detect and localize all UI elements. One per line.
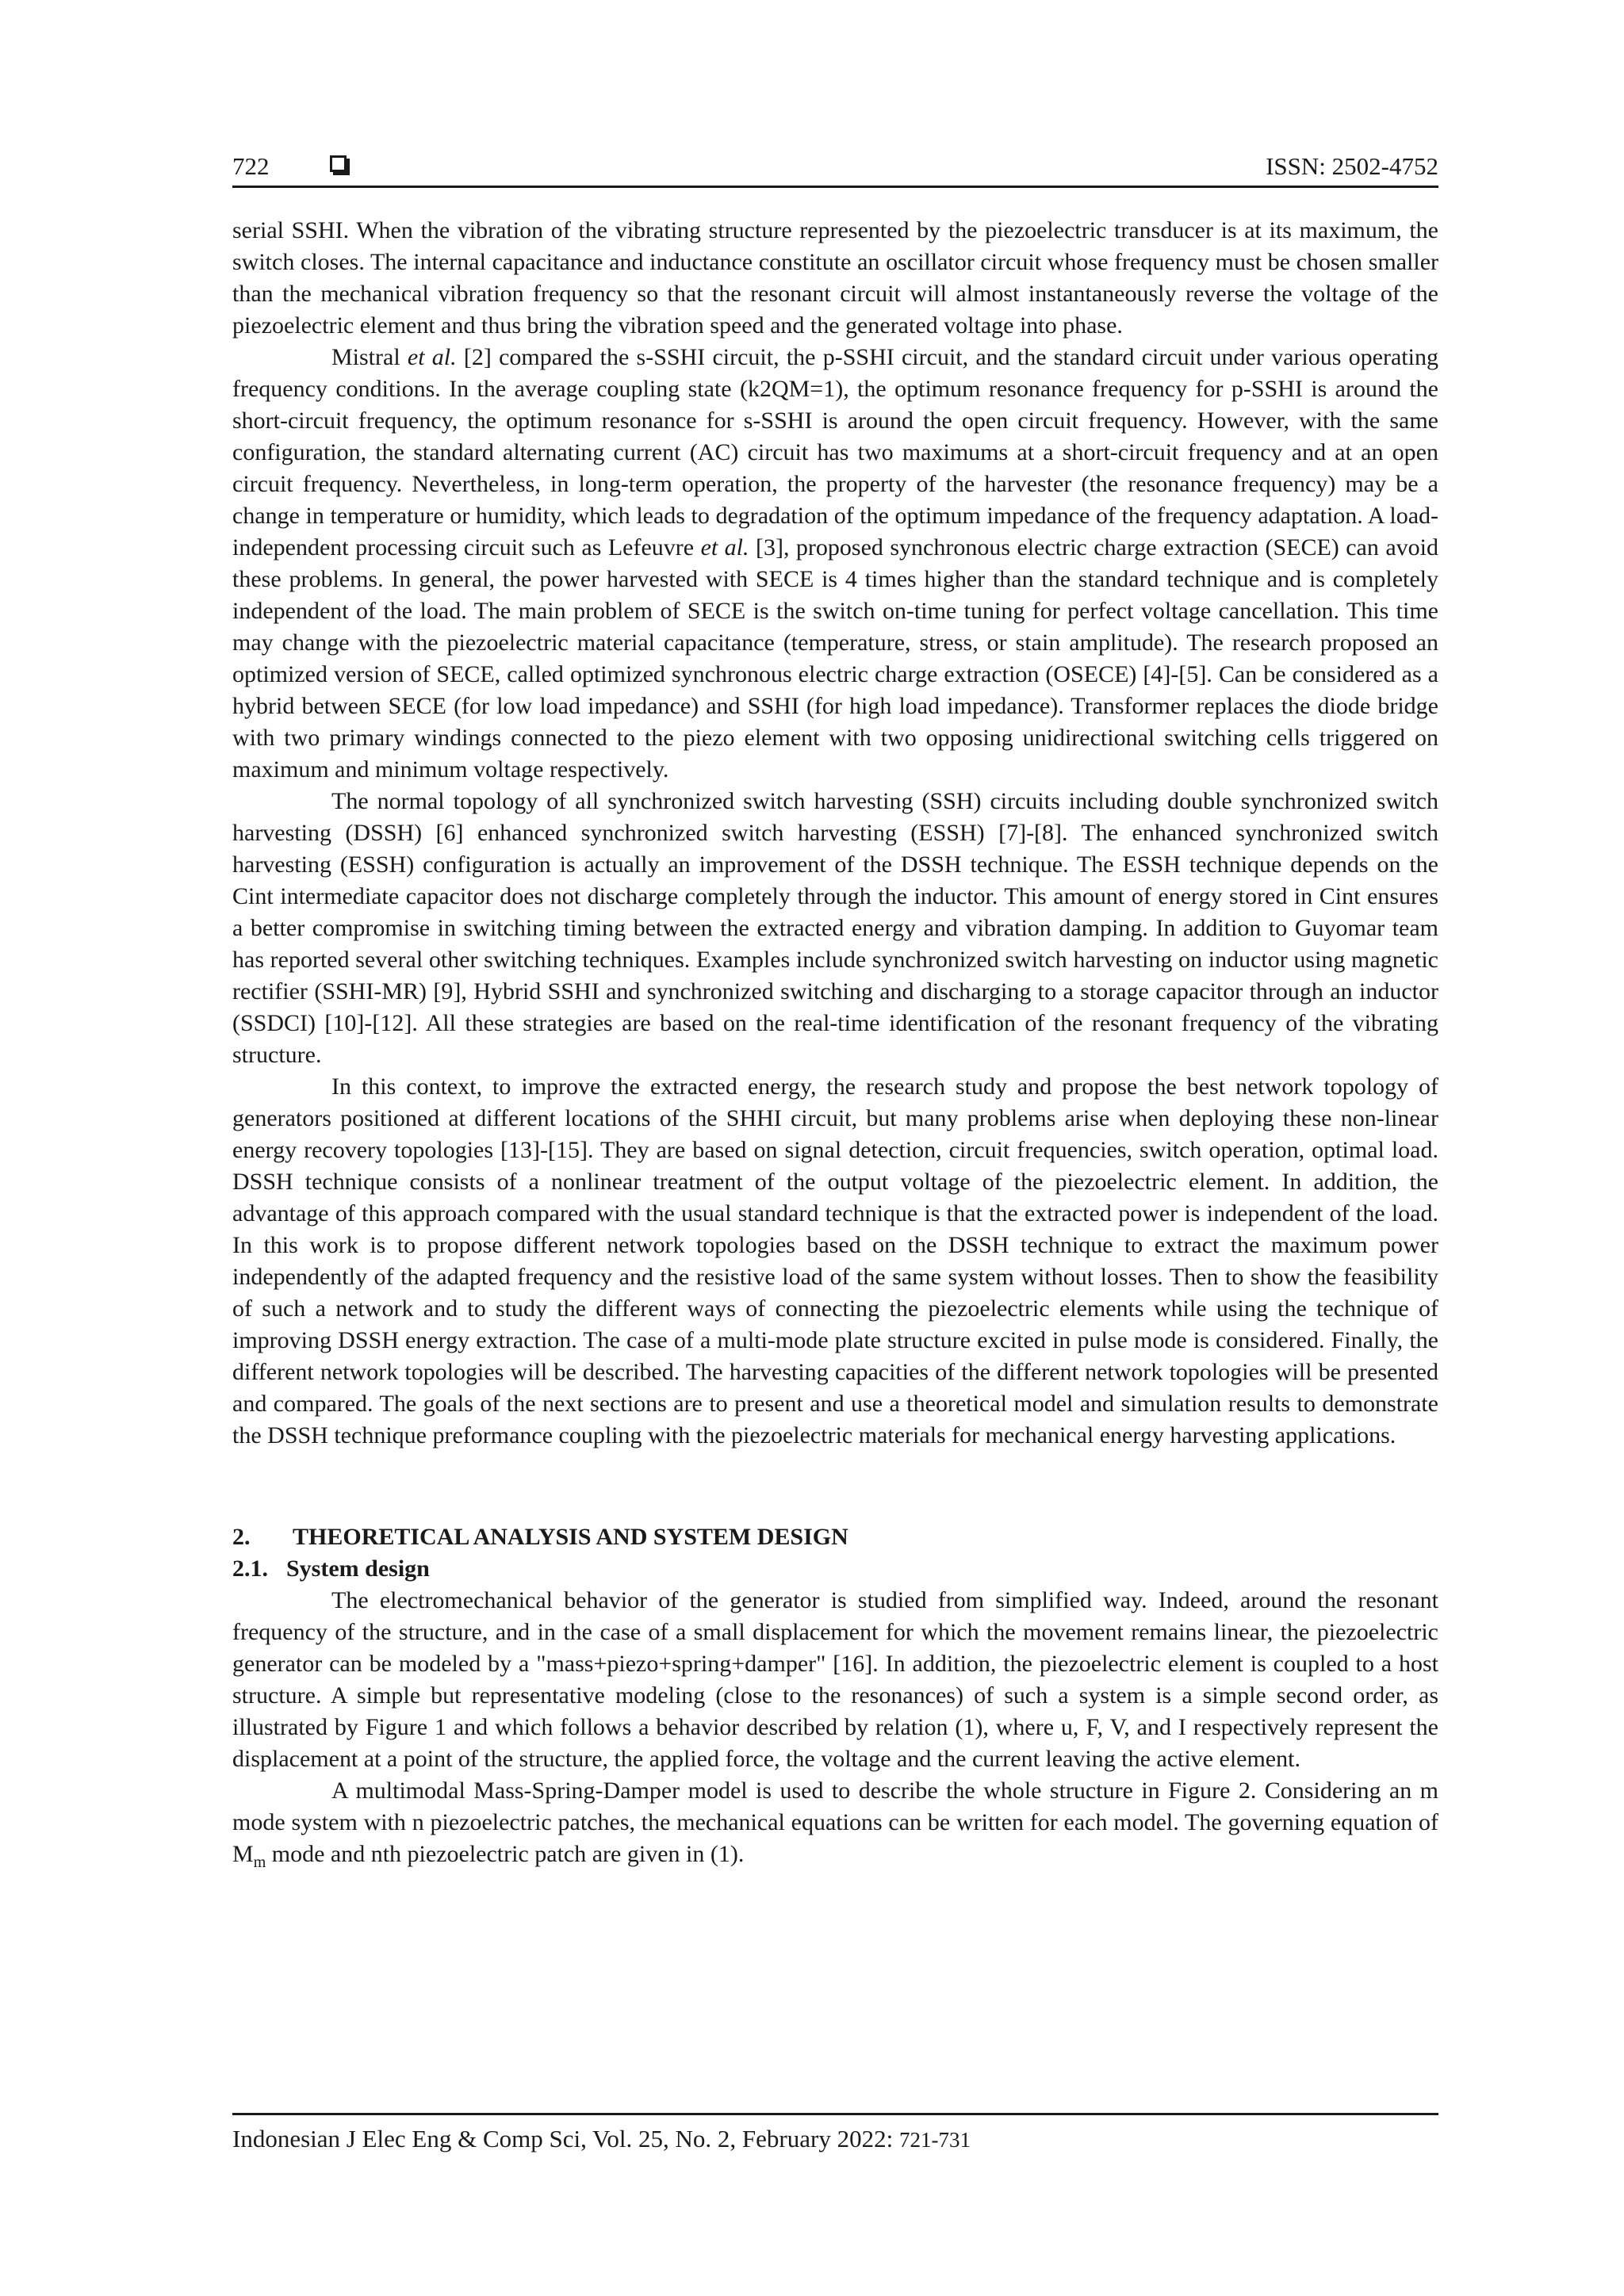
paragraph-5: The electromechanical behavior of the generator is studied from simplified way. Indeed, around the resonant frequency of the structure, and in the case of a small displacement for which the movement remains linear, the piezoelectric generator can be modeled by a "mass+piezo+spring+damper" [16]. In addition, the piezoelectric element is coupled to a host structure. A simple but representative modeling (close to the resonances) of such a system is a simple second order, as illustrated by Figure 1 and which follows a behavior described by relation (1), where u, F, V, and I respectively represent the displacement at a point of the structure, the applied force, the voltage and the current leaving the active element. <box>232 1587 1438 1772</box>
section-heading <box>232 1521 1438 1553</box>
section-number: 2. <box>232 1524 251 1550</box>
page-number: 722 <box>232 152 270 180</box>
footer-pages: 721-731 <box>898 2128 971 2152</box>
page-footer <box>232 2113 1438 2153</box>
issn-label: ISSN: 2502-4752 <box>1266 152 1438 180</box>
page-content <box>232 151 1438 1870</box>
subsection-title: System design <box>286 1556 430 1582</box>
paragraph-1: serial SSHI. When the vibration of the vibrating structure represented by the piezoelectric transducer is at its maximum, the switch closes. The internal capacitance and inductance constitute an oscillator circuit whose frequency must be chosen smaller than the mechanical vibration frequency so that the resonant circuit will almost instantaneously reverse the voltage of the piezoelectric element and thus bring the vibration speed and the generated voltage into phase. <box>232 217 1438 339</box>
header-rule <box>232 186 1438 188</box>
article-body <box>232 215 1438 1870</box>
subscript-m: m <box>253 1854 266 1871</box>
paragraph-3: The normal topology of all synchronized switch harvesting (SSH) circuits including double synchronized switch harvesting (DSSH) [6] enhanced synchronized switch harvesting (ESSH) [7]-[8]. The enhanced synchronized switch harvesting (ESSH) configuration is actually an improvement of the DSSH technique. The ESSH technique depends on the Cint intermediate capacitor does not discharge completely through the inductor. This amount of energy stored in Cint ensures a better compromise in switching timing between the extracted energy and vibration damping. In addition to Guyomar team has reported several other switching techniques. Examples include synchronized switch harvesting on inductor using magnetic rectifier (SSHI-MR) [9], Hybrid SSHI and synchronized switching and discharging to a storage capacitor through an inductor (SSDCI) [10]-[12]. All these strategies are based on the real-time identification of the resonant frequency of the vibrating structure. <box>232 788 1438 1068</box>
page-header <box>232 151 1438 186</box>
footer-rule <box>232 2113 1438 2115</box>
paragraph-2: Mistral et al. [2] compared the s-SSHI circuit, the p-SSHI circuit, and the standard circuit under various operating frequency conditions. In the average coupling state (k2QM=1), the optimum resonance frequency for p-SSHI is around the short-circuit frequency, the optimum resonance for s-SSHI is around the open circuit frequency. However, with the same configuration, the standard alternating current (AC) circuit has two maximums at a short-circuit frequency and at an open circuit frequency. Nevertheless, in long-term operation, the property of the harvester (the resonance frequency) may be a change in temperature or humidity, which leads to degradation of the optimum impedance of the frequency adaptation. A load-independent processing circuit such as Lefeuvre et al. [3], proposed synchronous electric charge extraction (SECE) can avoid these problems. In general, the power harvested with SECE is 4 times higher than the standard technique and is completely independent of the load. The main problem of SECE is the switch on-time tuning for perfect voltage cancellation. This time may change with the piezoelectric material capacitance (temperature, stress, or stain amplitude). The research proposed an optimized version of SECE, called optimized synchronous electric charge extraction (OSECE) [4]-[5]. Can be considered as a hybrid between SECE (for low load impedance) and SSHI (for high load impedance). Transformer replaces the diode bridge with two primary windings connected to the piezo element with two opposing unidirectional switching cells triggered on maximum and minimum voltage respectively. <box>232 344 1438 783</box>
paragraph-6: A multimodal Mass-Spring-Damper model is used to describe the whole structure in Figure 2. Considering an m mode system with n piezoelectric patches, the mechanical equations can be written for each model. The governing equation of $M_m$ mode and nth piezoelectric patch are given in (1). <box>232 1777 1438 1871</box>
checkbox-square-icon <box>330 155 347 172</box>
italic-et-al: et al. <box>700 534 749 561</box>
italic-et-al: et al. <box>407 344 457 370</box>
subsection-number: 2.1. <box>232 1556 268 1582</box>
footer-citation: Indonesian J Elec Eng & Comp Sci, Vol. 25, No. 2, February 2022: 721-731 <box>232 2125 971 2152</box>
paragraph-4: In this context, to improve the extracted energy, the research study and propose the best network topology of generators positioned at different locations of the SHHI circuit, but many problems arise when deploying these non-linear energy recovery topologies [13]-[15]. They are based on signal detection, circuit frequencies, switch operation, optimal load. DSSH technique consists of a nonlinear treatment of the output voltage of the piezoelectric element. In addition, the advantage of this approach compared with the usual standard technique is that the extracted power is independent of the load. In this work is to propose different network topologies based on the DSSH technique to extract the maximum power independently of the adapted frequency and the resistive load of the same system without losses. Then to show the feasibility of such a network and to study the different ways of connecting the piezoelectric elements while using the technique of improving DSSH energy extraction. The case of a multi-mode plate structure excited in pulse mode is considered. Finally, the different network topologies will be described. The harvesting capacities of the different network topologies will be presented and compared. The goals of the next sections are to present and use a theoretical model and simulation results to demonstrate the DSSH technique preformance coupling with the piezoelectric materials for mechanical energy harvesting applications. <box>232 1073 1438 1448</box>
subsection-heading <box>232 1553 1438 1585</box>
section-title: THEORETICAL ANALYSIS AND SYSTEM DESIGN <box>293 1524 848 1550</box>
